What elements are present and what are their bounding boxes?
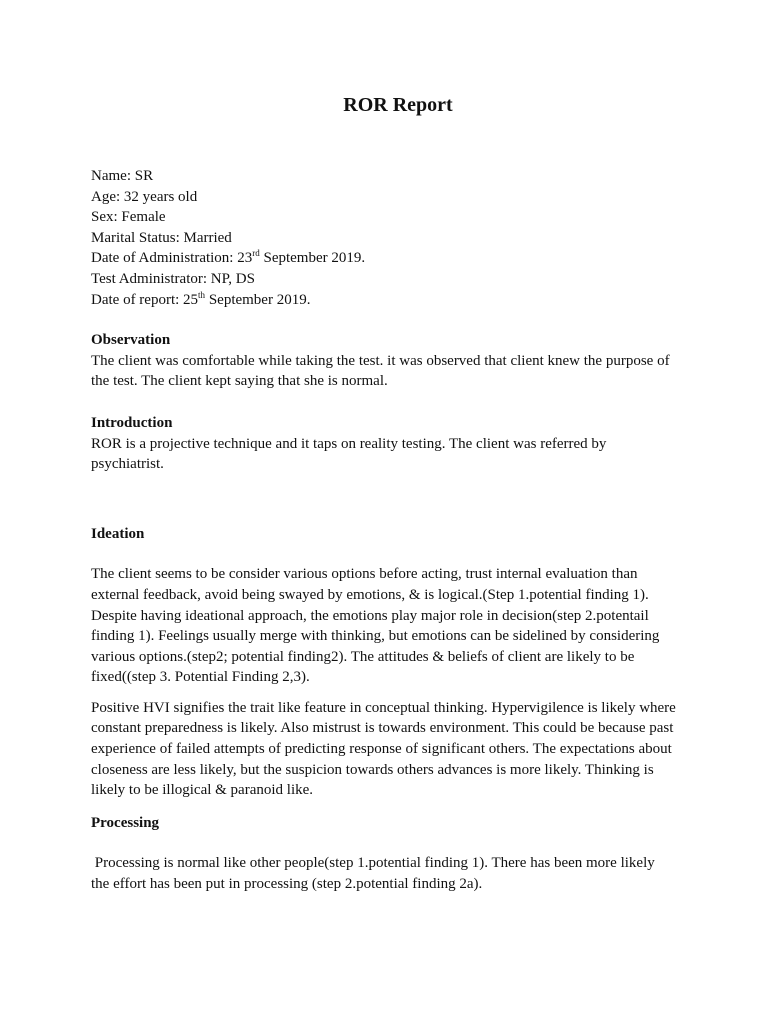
ideation-line: Positive HVI signifies the trait like feature in conceptual thinking. Hypervigilence is likely where <box>91 699 676 716</box>
ideation-heading: Ideation <box>91 525 145 542</box>
report-title: ROR Report <box>343 94 453 116</box>
report-date-ordinal: th <box>198 289 206 300</box>
ideation-line: Despite having ideational approach, the emotions play major role in decision(step 2.potentail <box>91 607 649 624</box>
processing-paragraph <box>91 853 691 894</box>
report-date-prefix: Date of report: 25 <box>91 291 199 308</box>
processing-line: the effort has been put in processing (step 2.potential finding 2a). <box>91 876 483 893</box>
ideation-line: closeness are less likely, but the suspicion towards others advances is more likely. Thinking is <box>91 761 654 778</box>
client-details <box>91 166 691 310</box>
ideation-line: constant preparedness is likely. Also mistrust is towards environment. This could be because past <box>91 720 674 737</box>
processing-line: Processing is normal like other people(step 1.potential finding 1). There has been more likely <box>91 855 655 872</box>
introduction-line: psychiatrist. <box>91 456 164 473</box>
ideation-paragraph <box>91 564 691 688</box>
administration-date-prefix: Date of Administration: 23 <box>91 250 253 267</box>
ideation-line: The client seems to be consider various options before acting, trust internal evaluation than <box>91 566 638 583</box>
observation-section <box>91 330 691 392</box>
client-marital-status: Marital Status: Married <box>91 229 232 246</box>
ideation-line: likely to be illogical & paranoid like. <box>91 782 314 799</box>
ideation-line: fixed((step 3. Potential Finding 2,3). <box>91 669 310 686</box>
processing-heading: Processing <box>91 814 160 831</box>
observation-line: the test. The client kept saying that she is normal. <box>91 373 388 390</box>
ideation-section <box>91 524 691 801</box>
client-age: Age: 32 years old <box>91 188 198 205</box>
introduction-section <box>91 413 691 475</box>
ideation-line: finding 1). Feelings usually merge with thinking, but emotions can be sidelined by considering <box>91 628 660 645</box>
ideation-line: various options.(step2; potential finding2). The attitudes & beliefs of client are likely to be <box>91 648 635 665</box>
administration-date <box>91 248 691 269</box>
report-page <box>91 92 691 895</box>
ideation-line: external feedback, avoid being swayed by emotions, & is logical.(Step 1.potential finding 1). <box>91 586 649 603</box>
administration-date-ordinal: rd <box>252 248 260 259</box>
introduction-line: ROR is a projective technique and it taps on reality testing. The client was referred by <box>91 435 607 452</box>
client-sex: Sex: Female <box>91 209 166 226</box>
administration-date-rest: September 2019. <box>259 250 366 267</box>
introduction-heading: Introduction <box>91 414 173 431</box>
ideation-paragraph <box>91 698 691 801</box>
observation-heading: Observation <box>91 332 171 349</box>
observation-line: The client was comfortable while taking the test. it was observed that client knew the purpose of <box>91 352 670 369</box>
test-administrator: Test Administrator: NP, DS <box>91 270 255 287</box>
report-date <box>91 290 691 311</box>
ideation-line: experience of failed attempts of predicting response of significant others. The expectations about <box>91 741 672 758</box>
client-name: Name: SR <box>91 168 154 184</box>
report-date-rest: September 2019. <box>205 291 311 308</box>
processing-section <box>91 813 691 895</box>
